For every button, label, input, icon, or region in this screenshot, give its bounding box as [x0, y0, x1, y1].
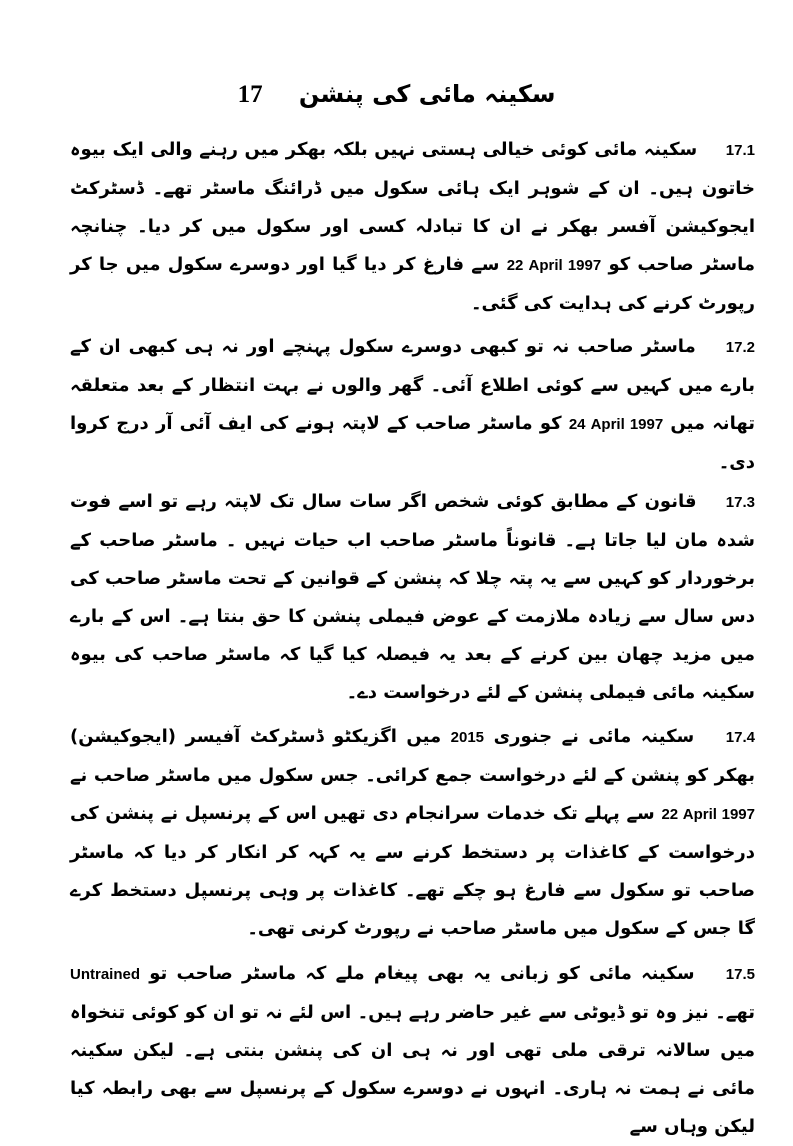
- paragraph-17-5: [70, 955, 755, 1146]
- paragraph-year: 2015: [450, 729, 485, 746]
- paragraph-text: ماسٹر صاحب نہ تو کبھی دوسرے سکول پہنچے اور نہ ہی کبھی ان کے بارے میں کہیں سے کوئی اطلاع آئی۔ گھر والوں نے بہت انتظار کے بعد متعلقہ تھانہ میں: [70, 336, 755, 434]
- paragraph-number: 17.1: [725, 142, 755, 159]
- paragraph-17-4: [70, 718, 755, 948]
- paragraph-number: 17.5: [725, 966, 755, 983]
- paragraph-text: تھے۔ نیز وہ تو ڈیوٹی سے غیر حاضر رہے ہیں۔ اس لئے نہ تو ان کو کوئی تنخواہ میں سالانہ ترقی ملی تھی اور نہ ہی ان کی پنشن بنتی ہے۔ لیکن سکینہ مائی نے ہمت نہ ہاری۔ انہوں نے دوسرے سکول کے پرنسپل سے بھی رابطہ کیا لیکن وہاں سے: [70, 1002, 755, 1137]
- paragraph-text: میں اگزیکٹو ڈسٹرکٹ آفیسر (ایجوکیشن) بھکر کو پنشن کے لئے درخواست جمع کرائی۔ جس سکول میں ماسٹر صاحب نے: [70, 726, 755, 786]
- paragraph-date: 22 April 1997: [506, 257, 602, 274]
- paragraph-date: 22 April 1997: [661, 806, 755, 823]
- paragraph-number: 17.2: [725, 339, 755, 356]
- paragraph-text: سکینہ مائی نے جنوری: [493, 726, 695, 747]
- paragraph-text: سکینہ مائی کوئی خیالی ہستی نہیں بلکہ بھکر میں رہنے والی ایک بیوہ خاتون ہیں۔ ان کے شوہر ایک ہائی سکول میں ڈرائنگ ماسٹر تھے۔ ڈسٹرکٹ ایجوکیشن آفسر بھکر نے ان کا تبادلہ کسی اور سکول میں کر دیا۔ چنانچہ ماسٹر صاحب کو: [70, 139, 755, 275]
- paragraph-number: 17.4: [725, 729, 755, 746]
- title-number: 17: [237, 81, 263, 109]
- paragraph-text: سے فارغ کر دیا گیا اور دوسرے سکول میں جا کر رپورٹ کرنے کی ہدایت کی گئی۔: [70, 254, 755, 314]
- paragraph-date: 24 April 1997: [568, 416, 664, 433]
- paragraph-text: قانون کے مطابق کوئی شخص اگر سات سال تک لاپتہ رہے تو اسے فوت شدہ مان لیا جاتا ہے۔ قانوناً ماسٹر صاحب اب حیات نہیں ۔ ماسٹر صاحب کے برخوردار کو کہیں سے یہ پتہ چلا کہ پنشن کے قوانین کے تحت ماسٹر صاحب کی دس سال سے زیادہ ملازمت کے عوض فیملی پنشن کا حق بنتا ہے۔ اس کے بارے میں مزید چھان بین کرنے کے بعد یہ فیصلہ کیا گیا کہ ماسٹر صاحب کی بیوہ سکینہ مائی فیملی پنشن کے لئے درخواست دے۔: [70, 491, 755, 703]
- paragraph-text: کو ماسٹر صاحب کے لاپتہ ہونے کی ایف آئی آر درج کروا دی۔: [70, 413, 755, 473]
- paragraph-text: سکینہ مائی کو زبانی یہ بھی پیغام ملے کہ ماسٹر صاحب تو: [149, 963, 695, 984]
- paragraph-text: سے پہلے تک خدمات سرانجام دی تھیں اس کے پرنسپل نے پنشن کی درخواست کے کاغذات پر دستخط کرنے سے یہ کہہ کر انکار کر دیا کہ ماسٹر صاحب تو سکول سے فارغ ہو چکے تھے۔ کاغذات پر وہی پرنسپل دستخط کرے گا جس کے سکول میں ماسٹر صاحب نے رپورٹ کرنی تھی۔: [70, 803, 755, 939]
- title-text: سکینہ مائی کی پنشن: [298, 80, 556, 109]
- paragraph-number: 17.3: [725, 494, 755, 511]
- paragraph-17-1: [70, 131, 755, 323]
- page-title: [0, 74, 793, 115]
- paragraph-17-2: [70, 328, 755, 482]
- paragraph-term: Untrained: [70, 966, 141, 983]
- paragraph-17-3: [70, 483, 755, 712]
